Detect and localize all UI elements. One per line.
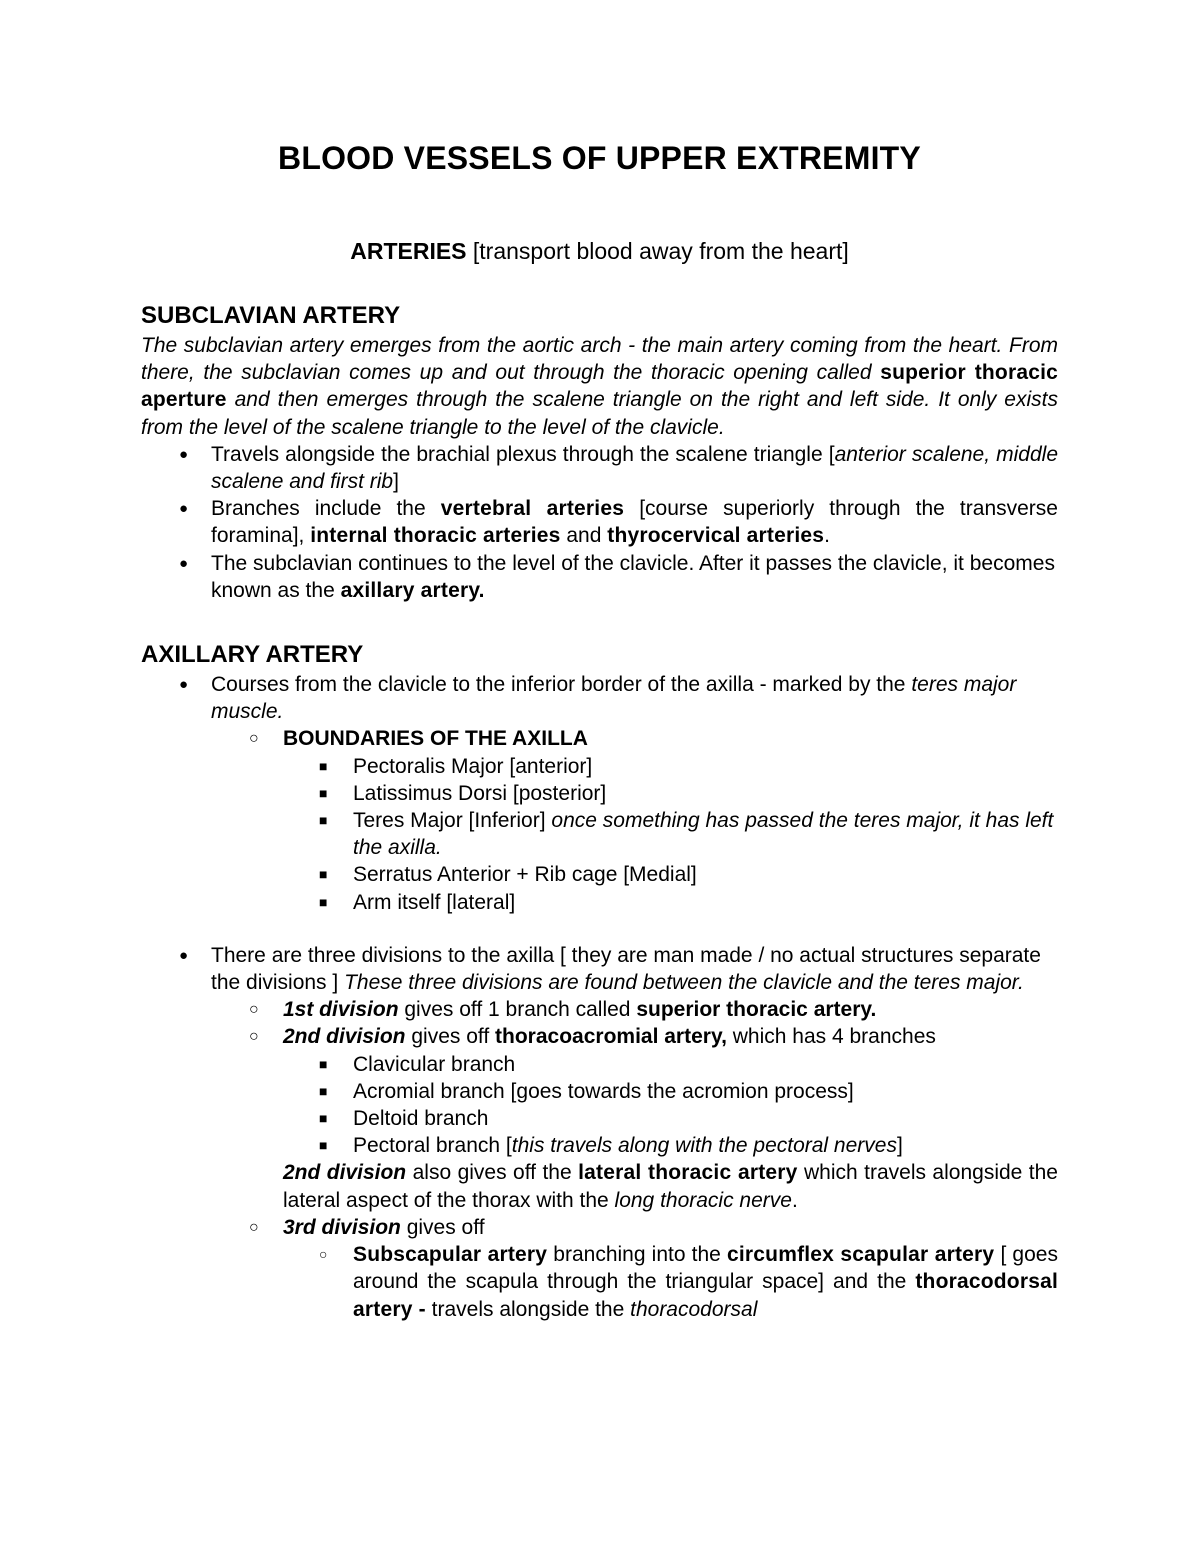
list-item: ○ 2nd division gives off thoracoacromial artery, which has 4 branches (141, 1023, 1058, 1050)
list-item: ■ Latissimus Dorsi [posterior] (141, 780, 1058, 807)
boundaries-heading: BOUNDARIES OF THE AXILLA (283, 727, 588, 751)
list-item: ● There are three divisions to the axilla [ they are man made / no actual structures separate the divisions ] These three divisions are found between the clavicle and the teres major. (179, 943, 1041, 995)
list-item: ■ Pectoralis Major [anterior] (141, 753, 1058, 780)
bullet-square-icon: ■ (319, 1137, 328, 1154)
list-item: ■ Serratus Anterior + Rib cage [Medial] (141, 861, 1058, 888)
bullet-filled-icon: ● (179, 445, 189, 463)
list-item: ■ Acromial branch [goes towards the acromion process] (141, 1078, 1058, 1105)
bullet-hollow-icon: ○ (249, 730, 259, 748)
subclavian-heading: SUBCLAVIAN ARTERY (141, 302, 401, 329)
boundaries-items (141, 753, 1058, 916)
third-division-branches (141, 1241, 1058, 1323)
bullet-hollow-icon: ○ (249, 1218, 259, 1236)
bullet-hollow-small-icon: ○ (319, 1246, 328, 1263)
bullet-hollow-icon: ○ (249, 1028, 259, 1046)
list-item: ○ 3rd division gives off (141, 1214, 1058, 1241)
list-item: ● Travels alongside the brachial plexus through the scalene triangle [anterior scalene, middle scalene and first rib] (179, 442, 1059, 494)
axillary-heading: AXILLARY ARTERY (141, 641, 364, 669)
arteries-description: [transport blood away from the heart] (472, 238, 849, 264)
list-item: ■ Clavicular branch (141, 1051, 1058, 1078)
bullet-square-icon: ■ (319, 757, 328, 774)
bullet-filled-icon: ● (179, 554, 189, 572)
bullet-filled-icon: ● (179, 946, 189, 964)
lateral-thoracic-note: 2nd division also gives off the lateral thoracic artery which travels alongside the lateral aspect of the thorax with the long thoracic nerve. (283, 1161, 1058, 1212)
axillary-bullets (141, 671, 1058, 725)
list-item: ■ Deltoid branch (141, 1105, 1058, 1132)
list-item: ■ Teres Major [Inferior] once something has passed the teres major, it has left the axilla. (319, 809, 1054, 860)
bullet-filled-icon: ● (179, 676, 189, 694)
list-item: ● The subclavian continues to the level of the clavicle. After it passes the clavicle, it becomes known as the axillary artery. (179, 551, 1055, 602)
subclavian-bullets (141, 441, 1058, 604)
boundaries-list (141, 725, 1058, 752)
list-item: ○ 1st division gives off 1 branch called superior thoracic artery. (141, 996, 1058, 1023)
list-item: ■ Arm itself [lateral] (141, 889, 1058, 916)
third-division-list (141, 1214, 1058, 1241)
list-item: ● Branches include the vertebral arteries [course superiorly through the transverse foramina], internal thoracic arteries and thyrocervical arteries. (179, 497, 1058, 548)
document-title: BLOOD VESSELS OF UPPER EXTREMITY (278, 140, 921, 176)
subclavian-intro: The subclavian artery emerges from the aortic arch - the main artery coming from the heart. From there, the subclavian comes up and out through the thoracic opening called superior thoracic aperture and then emerges through the scalene triangle on the right and left side. It only exists from the level of the scalene triangle to the level of the clavicle. (141, 334, 1059, 439)
bullet-square-icon: ■ (319, 1082, 328, 1099)
divisions-bullets (141, 942, 1058, 996)
bullet-square-icon: ■ (319, 1110, 328, 1127)
list-item: ● Courses from the clavicle to the inferior border of the axilla - marked by the teres major muscle. (179, 673, 1017, 724)
bullet-square-icon: ■ (319, 1055, 328, 1072)
arteries-label: ARTERIES (350, 238, 467, 264)
document-body (141, 300, 1058, 1323)
bullet-filled-icon: ● (179, 500, 189, 518)
thoracoacromial-branches (141, 1051, 1058, 1160)
bullet-square-icon: ■ (319, 866, 328, 883)
divisions-list (141, 996, 1058, 1050)
bullet-square-icon: ■ (319, 812, 328, 829)
list-item (141, 725, 1058, 752)
arteries-subtitle (141, 238, 1058, 265)
bullet-square-icon: ■ (319, 893, 328, 910)
bullet-hollow-icon: ○ (249, 1001, 259, 1019)
list-item: ○ Subscapular artery branching into the circumflex scapular artery [ goes around the scapula through the triangular space] and the thoracodorsal artery - travels alongside the thoracodorsal (319, 1243, 1058, 1321)
bullet-square-icon: ■ (319, 784, 328, 801)
list-item: ■ Pectoral branch [this travels along with the pectoral nerves] (141, 1132, 1058, 1159)
